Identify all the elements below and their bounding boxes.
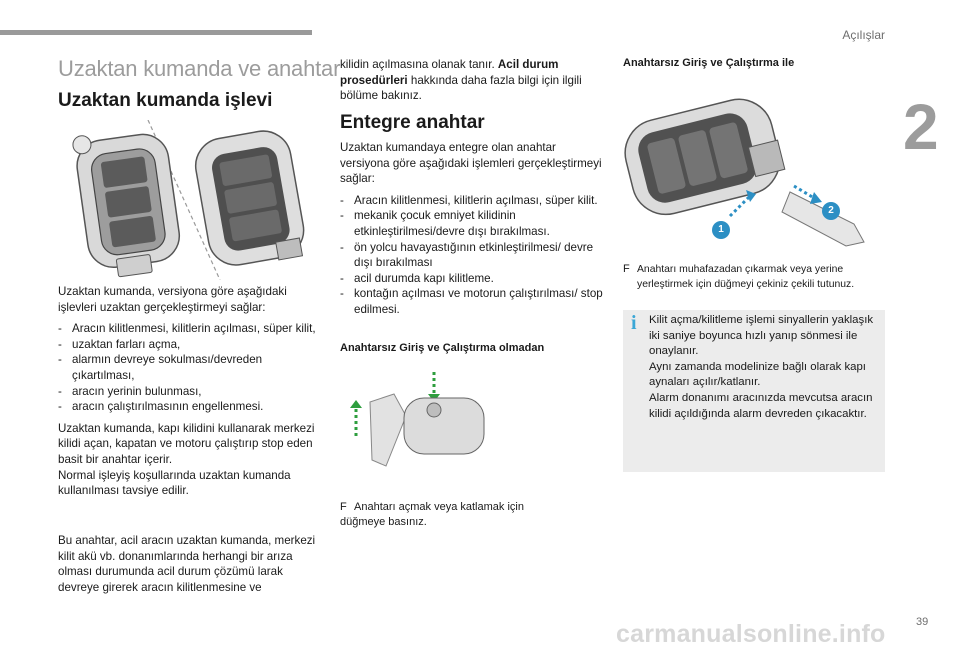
integrated-key-intro: Uzaktan kumandaya entegre olan anahtar versiyona göre aşağıdaki işlemleri gerçekleştirmeyi sağlar:	[340, 141, 602, 186]
without-keyless-heading: Anahtarsız Giriş ve Çalıştırma olmadan	[340, 342, 545, 354]
chapter-number: 2	[903, 91, 939, 163]
keyless-key-illustration	[618, 90, 883, 252]
remote-body	[58, 284, 320, 505]
caption-marker: F	[623, 263, 630, 275]
list-item: - uzaktan farları açma,	[58, 337, 320, 353]
integrated-key-heading: Entegre anahtar	[340, 112, 485, 133]
keyless-key-caption: F Anahtarı muhafazadan çıkarmak veya yerine yerleştirmek için düğmeyi çekiniz çekili tutunuz.	[623, 263, 855, 290]
folding-key-illustration	[348, 368, 488, 478]
info-icon: i	[631, 312, 637, 334]
list-item: - Aracın kilitlenmesi, kilitlerin açılması, süper kilit,	[58, 321, 320, 337]
list-item: - kontağın açılması ve motorun çalıştırılması/ stop edilmesi.	[340, 286, 606, 317]
list-item: - mekanik çocuk emniyet kilidinin etkinleştirilmesi/devre dışı bırakılması.	[340, 208, 606, 239]
remote-para3: Bu anahtar, acil aracın uzaktan kumanda, merkezi kilit akü vb. donanımlarında herhangi bir arıza olması durumunda acil durum çözümü larak devreye girerek aracın kilitlenmesine ve	[58, 534, 316, 594]
list-item: - acil durumda kapı kilitleme.	[340, 271, 606, 287]
section-title: Açılışlar	[842, 28, 885, 42]
list-item: - Aracın kilitlenmesi, kilitlerin açılması, süper kilit.	[340, 193, 606, 209]
emergency-procedures-ref: Acil durum prosedürleri	[340, 58, 559, 87]
page-title: Uzaktan kumanda ve anahtar	[58, 56, 341, 81]
remote-heading: Uzaktan kumanda işlevi	[58, 90, 273, 111]
list-item: - alarmın devreye sokulması/devreden çıkartılması,	[58, 352, 320, 383]
remote-feature-list	[58, 321, 320, 415]
integrated-key-body	[340, 140, 606, 324]
continuation-text: kilidin açılmasına olanak tanır. Acil durum prosedürleri hakkında daha fazla bilgi için ilgili bölüme bakınız.	[340, 58, 582, 103]
page-number: 39	[916, 616, 929, 628]
remote-key-illustration	[60, 120, 315, 280]
folding-key-caption: F Anahtarı açmak veya katlamak için düğmeye basınız.	[340, 501, 524, 528]
integrated-key-list	[340, 193, 606, 318]
footer-watermark: carmanualsonline.info	[616, 620, 886, 648]
callout-badge-1: 1	[712, 221, 730, 239]
list-item: - aracın yerinin bulunması,	[58, 384, 320, 400]
callout-badge-2: 2	[822, 202, 840, 220]
with-keyless-heading: Anahtarsız Giriş ve Çalıştırma ile	[623, 57, 795, 69]
caption-marker: F	[340, 501, 347, 513]
info-text: Kilit açma/kilitleme işlemi sinyallerin yaklaşık iki saniye boyunca hızlı yanıp sönmesi ile onaylanır. Aynı zamanda modelinize bağlı olarak kapı aynaları açılır/katlanır. Alarm donanımı aracınızda mevcutsa aracın kilidi açıldığında alarm devreden çıkacaktır.	[649, 314, 874, 420]
list-item: - aracın çalıştırılmasının engellenmesi.	[58, 399, 320, 415]
header-rule	[0, 30, 312, 35]
list-item: - ön yolcu havayastığının etkinleştirilmesi/ devre dışı bırakılması	[340, 240, 606, 271]
remote-para2: Normal işleyiş koşullarında uzaktan kumanda kullanılması tavsiye edilir.	[58, 468, 291, 498]
remote-para1: Uzaktan kumanda, kapı kilidini kullanarak merkezi kilidi açan, kapatan ve motoru çalıştırıp stop eden basit bir anahtar içerir.	[58, 421, 315, 466]
remote-intro: Uzaktan kumanda, versiyona göre aşağıdaki işlevleri uzaktan gerçekleştirmeyi sağlar:	[58, 285, 287, 314]
